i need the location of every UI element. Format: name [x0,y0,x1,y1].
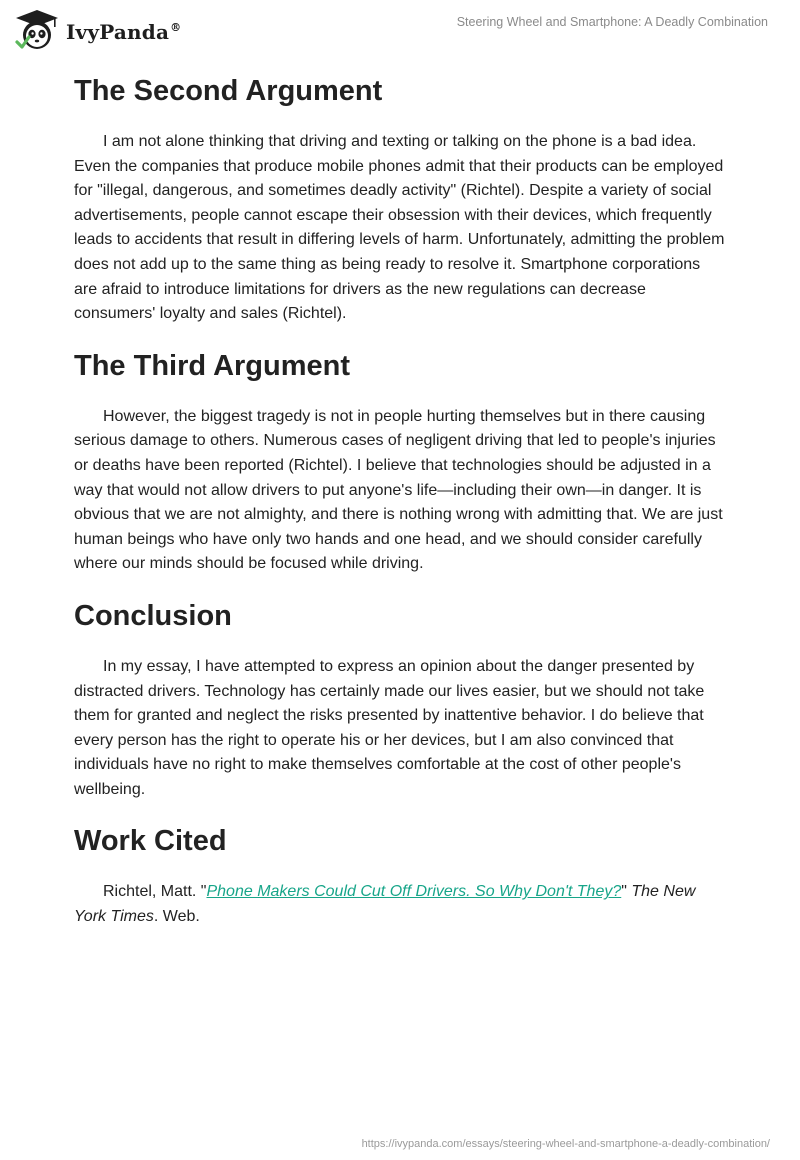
citation-link[interactable]: Phone Makers Could Cut Off Drivers. So Why Don't They? [206,883,622,901]
essay-content [74,72,726,950]
citation-entry: Richtel, Matt. "Phone Makers Could Cut Off Drivers. So Why Don't They?" The New York Times. Web. [74,883,696,926]
section-second-argument [74,72,726,327]
section-heading: Conclusion [74,599,232,632]
section-conclusion [74,597,726,803]
brand-logo[interactable] [14,8,181,52]
brand-name: IvyPanda® [66,20,182,44]
section-paragraph: I am not alone thinking that driving and texting or talking on the phone is a bad idea. Even the companies that produce mobile phones admit that their products can be employed for "illegal, dangerous, and sometimes deadly activity" (Richtel). Despite a variety of social advertisements, people cannot escape their obsession with their devices, which frequently leads to accidents that result in differing levels of harm. Unfortunately, admitting the problem does not add up to the same thing as being ready to resolve it. Smartphone corporations are afraid to introduce limitations for drivers as the new regulations can decrease consumers' loyalty and sales (Richtel). [74,133,725,323]
section-heading: The Second Argument [74,75,383,107]
section-works-cited [74,822,726,929]
page-header [0,0,800,60]
panda-logo-icon [14,8,60,52]
footer-url[interactable]: https://ivypanda.com/essays/steering-wheel-and-smartphone-a-deadly-combination/ [361,1138,770,1150]
section-third-argument [74,347,726,577]
document-title: Steering Wheel and Smartphone: A Deadly Combination [456,15,768,29]
works-cited-heading: Work Cited [74,825,227,858]
publication-name: The New York Times [74,883,696,926]
section-paragraph: However, the biggest tragedy is not in people hurting themselves but in there causing serious damage to others. Numerous cases of negligent driving that led to people's injuries or deaths have been reported (Richtel). I believe that technologies should be adjusted in a way that would not allow drivers to put anyone's life—including their own—in danger. It is obvious that we are not almighty, and there is nothing wrong with admitting that. We are just human beings who have only two hands and one head, and we should consider carefully where our minds should be focused while driving. [74,407,723,573]
section-paragraph: In my essay, I have attempted to express an opinion about the danger presented by distracted drivers. Technology has certainly made our lives easier, but we should not take them for granted and neglect the risks presented by inattentive behavior. I do believe that every person has the right to operate his or her devices, but I am also convinced that individuals have no right to make themselves comfortable at the cost of other people's wellbeing. [74,657,705,798]
section-heading: The Third Argument [74,349,351,382]
